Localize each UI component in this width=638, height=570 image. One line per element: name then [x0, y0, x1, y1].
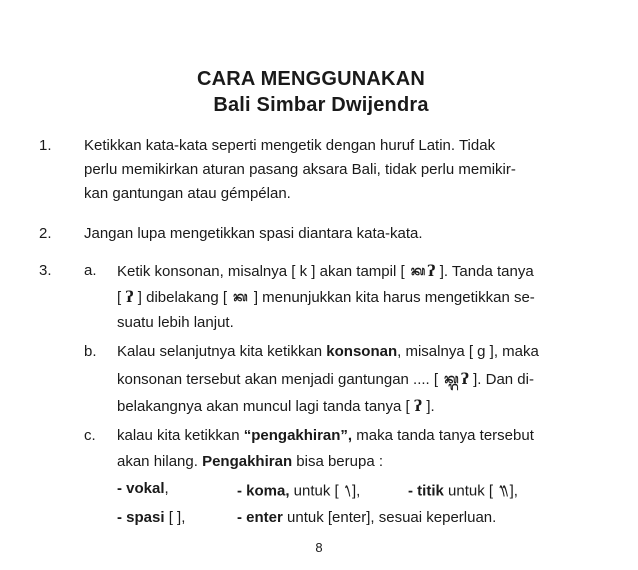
page-subtitle: Bali Simbar Dwijendra [213, 94, 429, 116]
subitem-text-line [117, 427, 534, 445]
option-label: - titik [408, 482, 444, 500]
text-segment: [ ], [164, 509, 186, 526]
option-label: - vokal [117, 480, 165, 497]
option-koma [237, 480, 360, 503]
text-segment: untuk [ [443, 482, 494, 500]
text-segment: [ [117, 289, 122, 306]
balinese-ka-glyph: ᬓ [233, 290, 248, 306]
bold-term: “pengakhiran”, [243, 427, 353, 444]
subitem-label: a. [84, 262, 97, 279]
text-segment: ]. Tanda tanya [439, 263, 534, 280]
question-mark-glyph: ʔ [460, 370, 469, 388]
text-segment: belakangnya akan muncul lagi tanda tanya [ [117, 398, 410, 415]
page-title: CARA MENGGUNAKAN [196, 68, 425, 90]
text-segment: ], [509, 482, 518, 500]
balinese-pamada-glyph: ᭟ [499, 482, 508, 497]
question-mark-glyph: ʔ [125, 288, 134, 306]
text-segment: untuk [ [289, 482, 339, 500]
text-segment: ]. [426, 398, 435, 415]
subitem-text-line: suatu lebih lanjut. [117, 314, 234, 331]
text-segment: Kalau selanjutnya kita ketikkan [117, 343, 327, 360]
item-number: 1. [39, 137, 52, 154]
text-segment: konsonan tersebut akan menjadi gantungan .... [ [117, 371, 439, 388]
balinese-gantungan-glyph: ᬓ᭄ᬕ [444, 372, 459, 388]
text-segment: bisa berupa : [292, 453, 384, 470]
item-text-line: Ketikkan kata-kata seperti mengetik dengan huruf Latin. Tidak [84, 137, 496, 154]
option-vokal [117, 480, 169, 497]
item-text-line: Jangan lupa mengetikkan spasi diantara kata-kata. [84, 225, 423, 242]
option-spasi [117, 509, 185, 526]
text-segment: Ketik konsonan, misalnya [ k ] akan tampil [ [117, 263, 405, 280]
subitem-text-line [117, 262, 534, 281]
text-segment: akan hilang. [117, 453, 203, 470]
page-number: 8 [315, 540, 323, 555]
subitem-label: b. [84, 343, 97, 360]
option-label: - koma, [237, 482, 290, 500]
option-enter [237, 509, 496, 526]
bold-term: Pengakhiran [202, 453, 293, 470]
item-number: 2. [39, 225, 52, 242]
bold-term: konsonan [326, 343, 398, 360]
question-mark-glyph: ʔ [413, 397, 423, 415]
balinese-carik-glyph: ᭞ [344, 482, 350, 497]
text-segment: ] menunjukkan kita harus mengetikkan se- [253, 289, 535, 306]
option-titik [408, 480, 518, 503]
subitem-label: c. [84, 427, 96, 444]
subitem-text-line [117, 453, 383, 471]
item-number: 3. [39, 262, 52, 279]
item-text-line: perlu memikirkan aturan pasang aksara Bali, tidak perlu memikir- [84, 161, 516, 178]
text-segment: maka tanda tanya tersebut [352, 427, 534, 444]
option-label: - spasi [117, 509, 165, 526]
subitem-text-line [117, 288, 535, 307]
text-segment: untuk [enter], sesuai keperluan. [282, 509, 497, 526]
subitem-text-line [117, 397, 435, 416]
text-segment: ], [352, 482, 361, 500]
text-segment: ] dibelakang [ [137, 289, 228, 306]
text-segment: , [164, 480, 169, 497]
option-label: - enter [237, 509, 283, 526]
text-segment: , misalnya [ g ], maka [397, 343, 539, 360]
text-segment: ]. Dan di- [473, 371, 534, 388]
question-mark-glyph: ʔ [427, 262, 436, 280]
balinese-ka-glyph: ᬓ [410, 264, 426, 280]
subitem-text-line [117, 343, 539, 361]
text-segment: kalau kita ketikkan [117, 427, 244, 444]
subitem-text-line [117, 370, 534, 389]
item-text-line: kan gantungan atau gémpélan. [84, 185, 291, 202]
